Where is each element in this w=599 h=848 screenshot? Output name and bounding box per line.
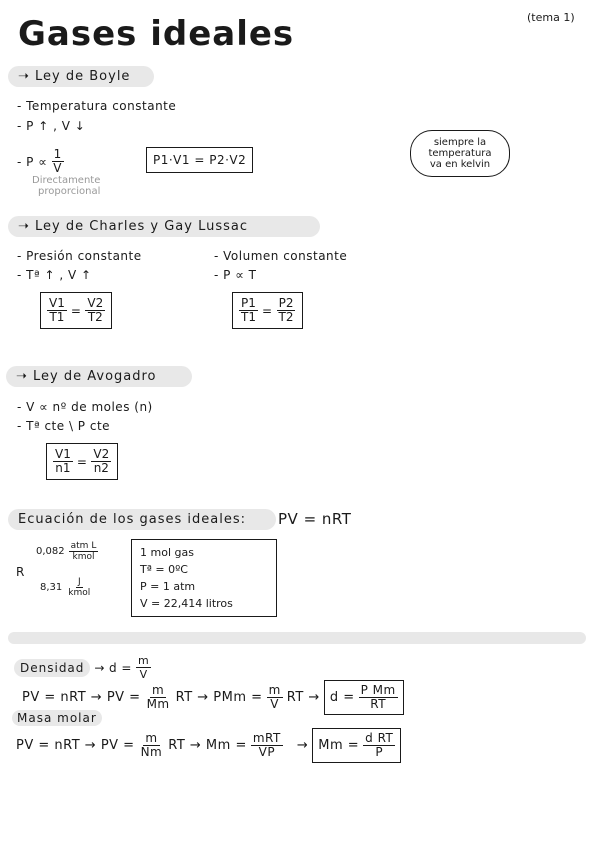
charles-left-line-1: - Presión constante [17,249,142,263]
boyle-note: Directamente proporcional [32,175,101,197]
densidad-derivation: PV = nRT → PV = $\frac{m}{Mm}$ RT → PMm = $\frac{m}{V}$ RT → d = $\frac{\text{P Mm}}{RT}$ [22,680,404,715]
masa-result-box: Mm = $\frac{\text{d RT}}{P}$ [312,728,401,763]
gay-lussac-formula-box: $\frac{P1}{T1}$ = $\frac{P2}{T2}$ [232,292,303,329]
proportional-text: - P ∝ [17,154,48,169]
section-heading-ecuacion: Ecuación de los gases ideales: [8,509,276,530]
kelvin-note-bubble: siempre la temperatura va en kelvin [410,130,510,177]
section-divider [8,632,586,644]
avogadro-line-2: - Tª cte \ P cte [17,419,111,433]
charles-left-line-2: - Tª ↑ , V ↑ [17,268,92,282]
r-value-1: 0,082 $\frac{\text{atm L}}{\text{kmol}}$ [36,541,97,562]
heading-text: Ley de Charles y Gay Lussac [35,219,248,234]
heading-text: Ley de Avogadro [33,369,157,384]
masa-molar-label: Masa molar [12,710,102,726]
avogadro-formula-box: $\frac{V1}{n1}$ = $\frac{V2}{n2}$ [46,443,118,480]
r-value-2: 8,31 $\frac{J}{\text{kmol}}$ [40,577,91,598]
densidad-result-box: d = $\frac{\text{P Mm}}{RT}$ [324,680,404,715]
arrow-right-icon: ➝ [16,369,34,384]
section-heading-charles [8,216,320,237]
standard-conditions-box: 1 mol gas Tª = 0ºC P = 1 atm V = 22,414 litros [131,539,277,617]
ideal-gas-formula: PV = nRT [278,510,352,528]
topic-tag: (tema 1) [527,11,575,24]
boyle-line-2: - P ↑ , V ↓ [17,119,86,133]
arrow-right-icon: ➝ [18,69,36,84]
boyle-formula-box: P1·V1 = P2·V2 [146,147,253,173]
boyle-line-1: - Temperatura constante [17,99,177,113]
arrow-right-icon: ➝ [18,219,36,234]
charles-formula-box: $\frac{V1}{T1}$ = $\frac{V2}{T2}$ [40,292,112,329]
densidad-label: Densidad [14,659,90,677]
charles-right-line-2: - P ∝ T [214,268,257,282]
masa-derivation: PV = nRT → PV = $\frac{m}{Nm}$ RT → Mm = $\frac{\text{mRT}}{VP}$ → Mm = $\frac{\text{d RT}}{P}$ [16,728,401,763]
avogadro-line-1: - V ∝ nº de moles (n) [17,400,153,414]
r-label: R [16,565,25,579]
page-title: Gases ideales [18,14,295,54]
section-heading-avogadro [6,366,192,387]
section-heading-boyle [8,66,154,87]
densidad-heading-row: Densidad → d = $\frac{m}{V}$ [14,654,151,681]
inverse-fraction: $\frac{1}{V}$ [53,147,62,175]
charles-right-line-1: - Volumen constante [214,249,348,263]
boyle-line-3 [17,148,64,175]
heading-text: Ley de Boyle [35,69,131,84]
